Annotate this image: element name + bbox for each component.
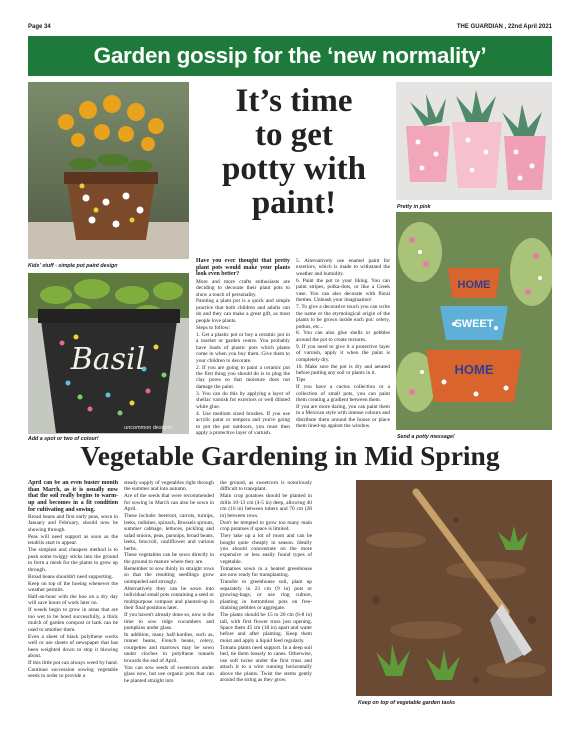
basil-label-text: Basil	[70, 342, 146, 377]
article-headline	[196, 84, 392, 220]
vegetable-garden-illustration	[356, 480, 552, 696]
paragraph: 8. You can also glue shells or pebbles around the pot to create textures.	[296, 330, 390, 343]
article2-column-1	[28, 480, 118, 712]
article-lead: Have you ever thought that pretty plant pots would make your plants look even better?	[196, 258, 290, 278]
paper-dateline: THE GUARDIAN , 22nd April 2021	[456, 24, 552, 30]
paragraph: 7. To give a decorative touch you can write the name or the etymological origin of the plants to be grown inside each pot: celery, pothos, etc...	[296, 304, 390, 330]
paragraph: You can sow seeds of sweetcorn under glass now, but use organic pots that can be planted straight into	[124, 664, 214, 684]
paragraph: Tomato plants need support. In a deep soil bed, tie them loosely to canes. Otherwise, use soft twine under the first truss and attach it to a wire running horizontally above the plants. Twist the stems gently around the string as they grow.	[220, 644, 312, 684]
paragraph: Tomatoes sown in a heated greenhouse are now ready for transplanting.	[220, 565, 312, 579]
caption-vegetable-garden: Keep on top of vegetable garden tasks	[358, 700, 456, 706]
article2-column-2	[124, 480, 214, 712]
paragraph: If you have a cactus collection or a collection of small pots, you can paint them creating a gradient between them.	[296, 384, 390, 404]
paragraph: Peas will need support as soon as the tendrils start to appear.	[28, 533, 118, 547]
paragraph: 5. Alternatively use enamel paint for exteriors, which is made to withstand the weather and humidity.	[296, 258, 390, 277]
paragraph: These vegetables can be sown directly in the ground to mature where they are.	[124, 552, 214, 565]
paragraph: Steps to follow:	[196, 324, 231, 331]
caption-kids-pot: Kids’ stuff - simple pot paint design	[28, 263, 118, 269]
caption-pink-pots: Pretty in pink	[397, 204, 431, 210]
headline-line: It’s time	[235, 83, 353, 119]
article2-headline: Vegetable Gardening in Mid Spring	[80, 440, 500, 471]
caption-basil-pot: Add a spot or two of colour!	[28, 436, 99, 442]
paragraph: Even a sheet of black polythene works well or use sheets of newspaper that has been weighted down to stop it blowing about.	[28, 633, 118, 660]
paragraph: 4. Use medium sized brushes. If you use acrylic paint or tempera and you're going to put the pot outdoors, you must then apply a protective layer of varnish.	[196, 410, 290, 437]
paragraph: Transfer to greenhouse soil, plant up separately in 23 cm (9 in) pots or growing-bags; or use ring culture, planting in bottomless pots on free-draining pebbles or aggregate.	[220, 579, 312, 612]
paragraph: Painting a plant pot is a quick and simple practice that both children and adults can do and they can make a great gift, as most people love plants.	[196, 298, 290, 324]
tower-word-3: HOME	[454, 362, 494, 377]
masthead	[28, 24, 552, 34]
pink-pots-illustration	[396, 82, 552, 200]
photo-kids-pot	[28, 82, 189, 259]
paragraph: Keep on top of the hoeing whenever the weather permits.	[28, 580, 118, 593]
basil-credit-text: uncommon designs	[124, 425, 172, 431]
photo-basil-pot	[28, 273, 189, 434]
paragraph: 10. Make sure the pot is dry and aerated before putting any soil or plants in it.	[296, 363, 390, 377]
paragraph: 1. Get a plastic pot or buy a ceramic pot in a market or garden centre. You probably have loads of plastic pots which plants come in when you buy them. Give them to your children to decorate.	[196, 331, 290, 364]
photo-vegetable-garden	[356, 480, 552, 696]
paragraph: Broad beans and first early peas, sown in January and February, should now be showing through.	[28, 514, 118, 533]
article1-column-2	[296, 258, 390, 438]
paragraph: Main crop potatoes should be planted in drills 10-13 cm (4-5 in) deep, allowing 40 cm (16 in) between tubers and 70 cm (28 in) between rows.	[220, 493, 312, 519]
paragraph: The simplest and cheapest method is to push some twiggy sticks into the ground to form a mesh for the plants to grow up through.	[28, 547, 118, 573]
paragraph: 9. If you need to give it a protective layer of varnish, apply it when the paint is completely dry.	[296, 343, 390, 363]
kids-pot-illustration	[28, 82, 189, 259]
paragraph: In addition, many half-hardies, such as, runner beans, French beans, celery, courgettes and marrows may be sown under cloches in polythene tunnels towards the end of April.	[124, 631, 214, 664]
basil-pot-illustration	[28, 273, 189, 434]
paragraph: If you haven't already done so, now is the time to sow ridge cucumbers and pumpkins under glass.	[124, 612, 214, 631]
paragraph: Tips	[296, 377, 306, 384]
paragraph: 2. If you are going to paint a ceramic pot the first thing you should do is to plug the clay pores so that moisture does not damage the paint.	[196, 364, 290, 390]
paragraph: Remember to sow thinly in straight rows so that the resulting seedlings grow unimpeded and strongly.	[124, 565, 214, 585]
paragraph: These include: beetroot, carrots, turnips, leeks, radishes, spinach, Brussels sprouts, summer cabbage, lettuces, pickling and salad onions, peas, parsnips, broad beans, leeks, broccoli, cauliflower and various herbs.	[124, 513, 214, 552]
paragraph: If weeds begin to grow in areas that are too wet to be hoed successfully, a thick mulch of garden compost or bark can be used to smother them.	[28, 607, 118, 633]
paragraph: steady supply of vegetables right through the summer and into autumn.	[124, 480, 214, 493]
paragraph: They take up a lot of room and can be bought quite cheaply in season. Ideally you should concentrate on the more expensive or less easily found types of vegetable.	[220, 533, 312, 565]
banner-title: Garden gossip for the ‘new normality’	[93, 43, 487, 68]
section-banner	[28, 36, 552, 76]
caption-home-sweet-home: Send a potty message!	[397, 434, 455, 440]
headline-line: potty with	[222, 151, 366, 187]
article1-column-1	[196, 258, 290, 438]
paragraph: Alternatively they can be sown into individual small pots containing a seed or multipurpose compost and planted-up in their final positions later.	[124, 585, 214, 612]
paragraph: If this little pot can always weed by hand.	[28, 659, 118, 666]
tower-word-1: HOME	[457, 279, 491, 291]
paragraph: the ground, as sweetcorn is notoriously difficult to transplant.	[220, 480, 312, 493]
paragraph: 3. You can do this by applying a layer of shellac varnish for exteriors or well diluted white glue.	[196, 390, 290, 410]
paragraph: Broad beans shouldn't need supporting.	[28, 573, 113, 580]
headline-line: to get	[255, 117, 333, 153]
photo-home-sweet-home	[396, 212, 552, 430]
paragraph: The plants should be 15 to 20 cm (6-8 in) tall, with first flower truss just opening. Space them 45 cm (18 in) apart and water before and after planting. Keep them moist and apply a liquid feed regularly.	[220, 612, 312, 644]
headline-line: paint!	[251, 185, 337, 221]
article-lead: April can be an even busier month than March, as it is usually now that the soil really begins to warm-up and becomes in a fit condition for cultivating and sowing.	[28, 480, 118, 513]
paragraph: 6. Paint the pot to your liking. You can paint stripes, polka-dots, or like a Greek vase. You can also decorate with floral themes. Unleash your imagination!	[296, 277, 390, 304]
paragraph: More and more crafts enthusiasts are deciding to decorate their plant pots to show a touch of personality.	[196, 278, 290, 298]
pot-tower-illustration	[396, 212, 552, 430]
article2-column-3	[220, 480, 312, 712]
page-number: Page 34	[28, 24, 51, 30]
paragraph: Continue succession sowing vegetable seeds in order to provide a	[28, 666, 118, 680]
paragraph: Are of the seeds that were recommended for sowing in March can also be sown in April.	[124, 493, 214, 513]
tower-word-2: SWEET	[454, 318, 494, 330]
paragraph: If you are more daring, you can paint them in a Mexican style with intense colours and distribute them around the house or place them lined-up against the window.	[296, 403, 390, 430]
paragraph: Don't be tempted to grow too many main crop potatoes if space is limited.	[220, 519, 312, 533]
photo-pink-pots	[396, 82, 552, 200]
paragraph: Half-an-hour with the hoe on a dry day will save hours of work later on.	[28, 593, 118, 607]
